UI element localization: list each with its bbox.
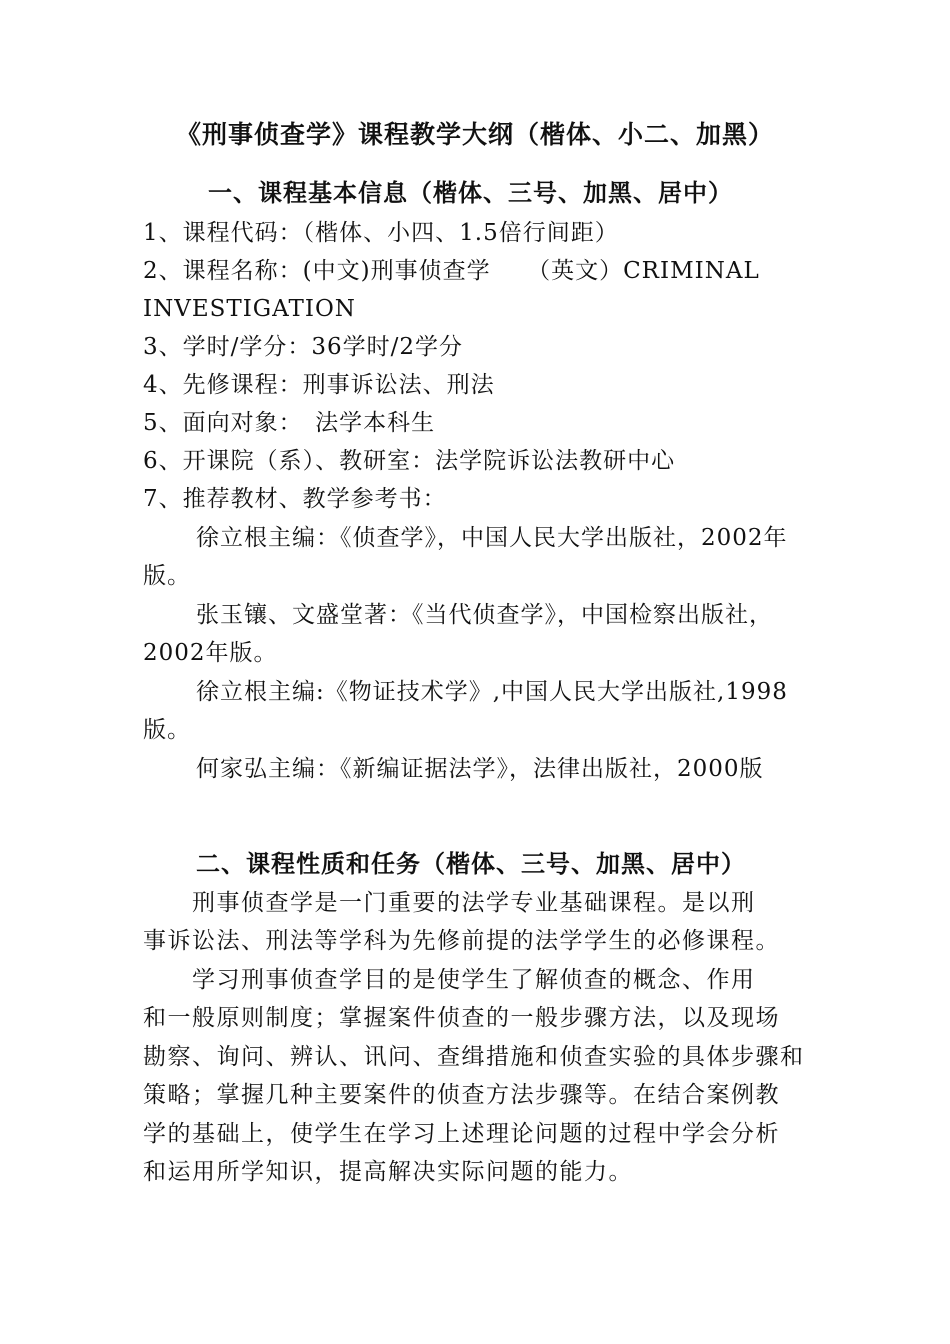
paragraph-2-line-1: 学习刑事侦查学目的是使学生了解侦查的概念、作用 (143, 967, 756, 993)
reference-3: 徐立根主编:《物证技术学》,中国人民大学出版社,1998 (196, 679, 788, 705)
section-1-heading: 一、课程基本信息（楷体、三号、加黑、居中） (208, 178, 733, 207)
paragraph-2-line-2: 和一般原则制度；掌握案件侦查的一般步骤方法，以及现场 (143, 1005, 780, 1031)
reference-1-continued: 版。 (143, 563, 191, 589)
reference-1: 徐立根主编：《侦查学》，中国人民大学出版社，2002年 (196, 525, 788, 551)
document-title: 《刑事侦查学》课程教学大纲（楷体、小二、加黑） (175, 120, 774, 149)
paragraph-2-line-3: 勘察、询问、辨认、讯问、查缉措施和侦查实验的具体步骤和 (143, 1044, 805, 1070)
prerequisites-line: 4、先修课程：刑事诉讼法、刑法 (143, 372, 495, 398)
department-line: 6、开课院（系）、教研室：法学院诉讼法教研中心 (143, 448, 676, 474)
reference-2: 张玉镶、文盛堂著：《当代侦查学》，中国检察出版社， (196, 602, 773, 628)
reference-4: 何家弘主编：《新编证据法学》，法律出版社，2000版 (196, 756, 764, 782)
course-name-line: 2、课程名称：(中文)刑事侦查学 （英文）CRIMINAL (143, 258, 760, 284)
paragraph-1-line-2: 事诉讼法、刑法等学科为先修前提的法学学生的必修课程。 (143, 928, 780, 954)
course-code-line: 1、课程代码：（楷体、小四、1.5倍行间距） (143, 220, 619, 246)
section-2-heading: 二、课程性质和任务（楷体、三号、加黑、居中） (196, 849, 746, 878)
paragraph-1-line-1: 刑事侦查学是一门重要的法学专业基础课程。是以刑 (143, 890, 756, 916)
target-audience-line: 5、面向对象： 法学本科生 (143, 410, 436, 436)
textbooks-line: 7、推荐教材、教学参考书： (143, 486, 447, 512)
hours-credits-line: 3、学时/学分：36学时/2学分 (143, 334, 464, 360)
reference-3-continued: 版。 (143, 717, 191, 743)
reference-2-continued: 2002年版。 (143, 640, 278, 666)
paragraph-2-line-4: 策略；掌握几种主要案件的侦查方法步骤等。在结合案例教 (143, 1082, 780, 1108)
paragraph-2-line-6: 和运用所学知识，提高解决实际问题的能力。 (143, 1159, 633, 1185)
paragraph-2-line-5: 学的基础上，使学生在学习上述理论问题的过程中学会分析 (143, 1121, 780, 1147)
course-name-english-continued: INVESTIGATION (143, 296, 356, 322)
